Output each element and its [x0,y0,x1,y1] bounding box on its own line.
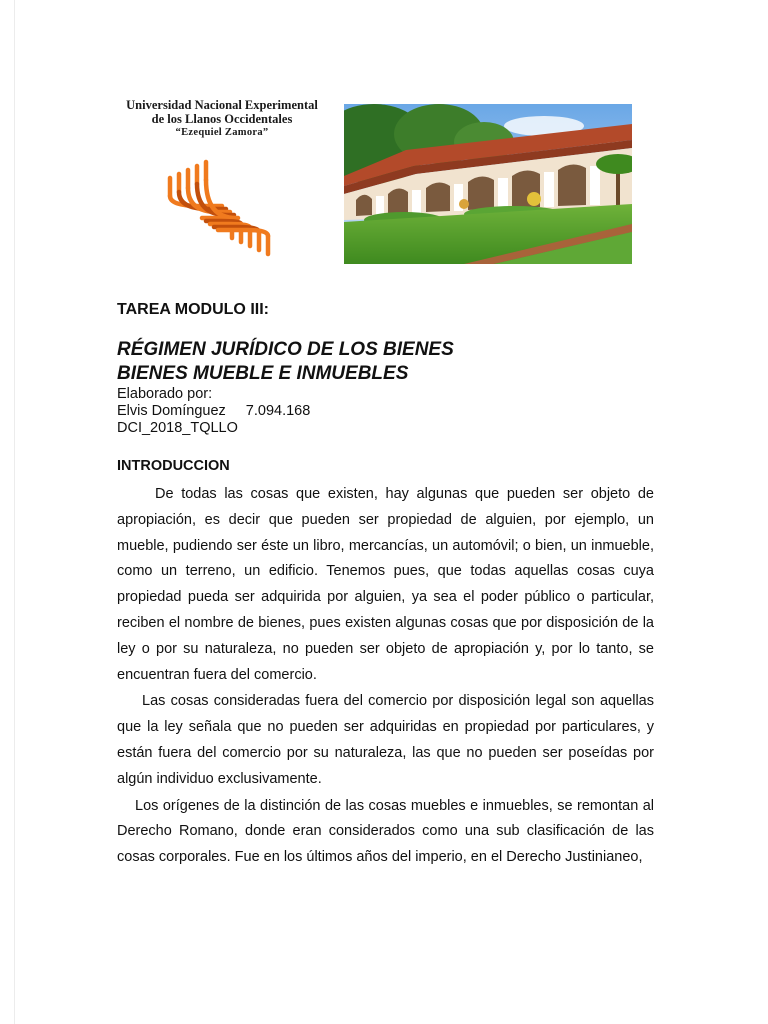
university-name [112,98,332,140]
author-line [117,403,677,420]
university-name-line3: “Ezequiel Zamora” [175,127,269,138]
document-title-line1: RÉGIMEN JURÍDICO DE LOS BIENES [117,339,454,360]
intro-body [117,482,654,872]
paragraph: De todas las cosas que existen, hay algunas que pueden ser objeto de apropiación, es decir que pueden ser propiedad de alguien, por ejemplo, un mueble, pudiendo ser éste un libro, mercancías, un automóvil; o bien, un inmueble, como un terreno, un edificio. Tenemos pues, que todas aquellas cosas cuya propiedad pueda ser adquirida por alguien, ya sea el poder público o particular, reciben el nombre de bienes, pues existen algunas cosas que por disposición de la ley o por su naturaleza, no pueden ser objeto de apropiación y, por lo tanto, se encuentran fuera del comercio. [117,486,654,683]
campus-building-photo [344,104,632,264]
university-logo [112,98,332,266]
university-name-line2: de los Llanos Occidentales [151,112,293,126]
campus-building-image [344,104,632,264]
page-edge [14,0,15,1024]
course-code: DCI_2018_TQLLO [117,420,238,436]
paragraph: Las cosas consideradas fuera del comercio por disposición legal son aquellas que la ley señala que no pueden ser adquiridas en propiedad por particulares, y están fuera del comercio por su naturaleza, las que no pueden ser poseídas por algún individuo exclusivamente. [117,693,654,787]
document-title-line2: BIENES MUEBLE E INMUEBLES [117,363,409,384]
author-name: Elvis Domínguez [117,403,226,419]
author-id: 7.094.168 [245,403,311,419]
task-title: TAREA MODULO III: [117,301,269,318]
university-emblem-icon [162,156,282,262]
university-name-line1: Universidad Nacional Experimental [126,98,318,112]
author-label: Elaborado por: [117,386,213,402]
title-block [117,300,677,437]
document-title [117,338,677,386]
intro-heading: INTRODUCCION [117,458,230,474]
paragraph: Los orígenes de la distinción de las cosas muebles e inmuebles, se remontan al Derecho Romano, donde eran considerados como una sub clasificación de las cosas corporales. Fue en los últimos años del imperio, en el Derecho Justinianeo, [117,797,654,866]
